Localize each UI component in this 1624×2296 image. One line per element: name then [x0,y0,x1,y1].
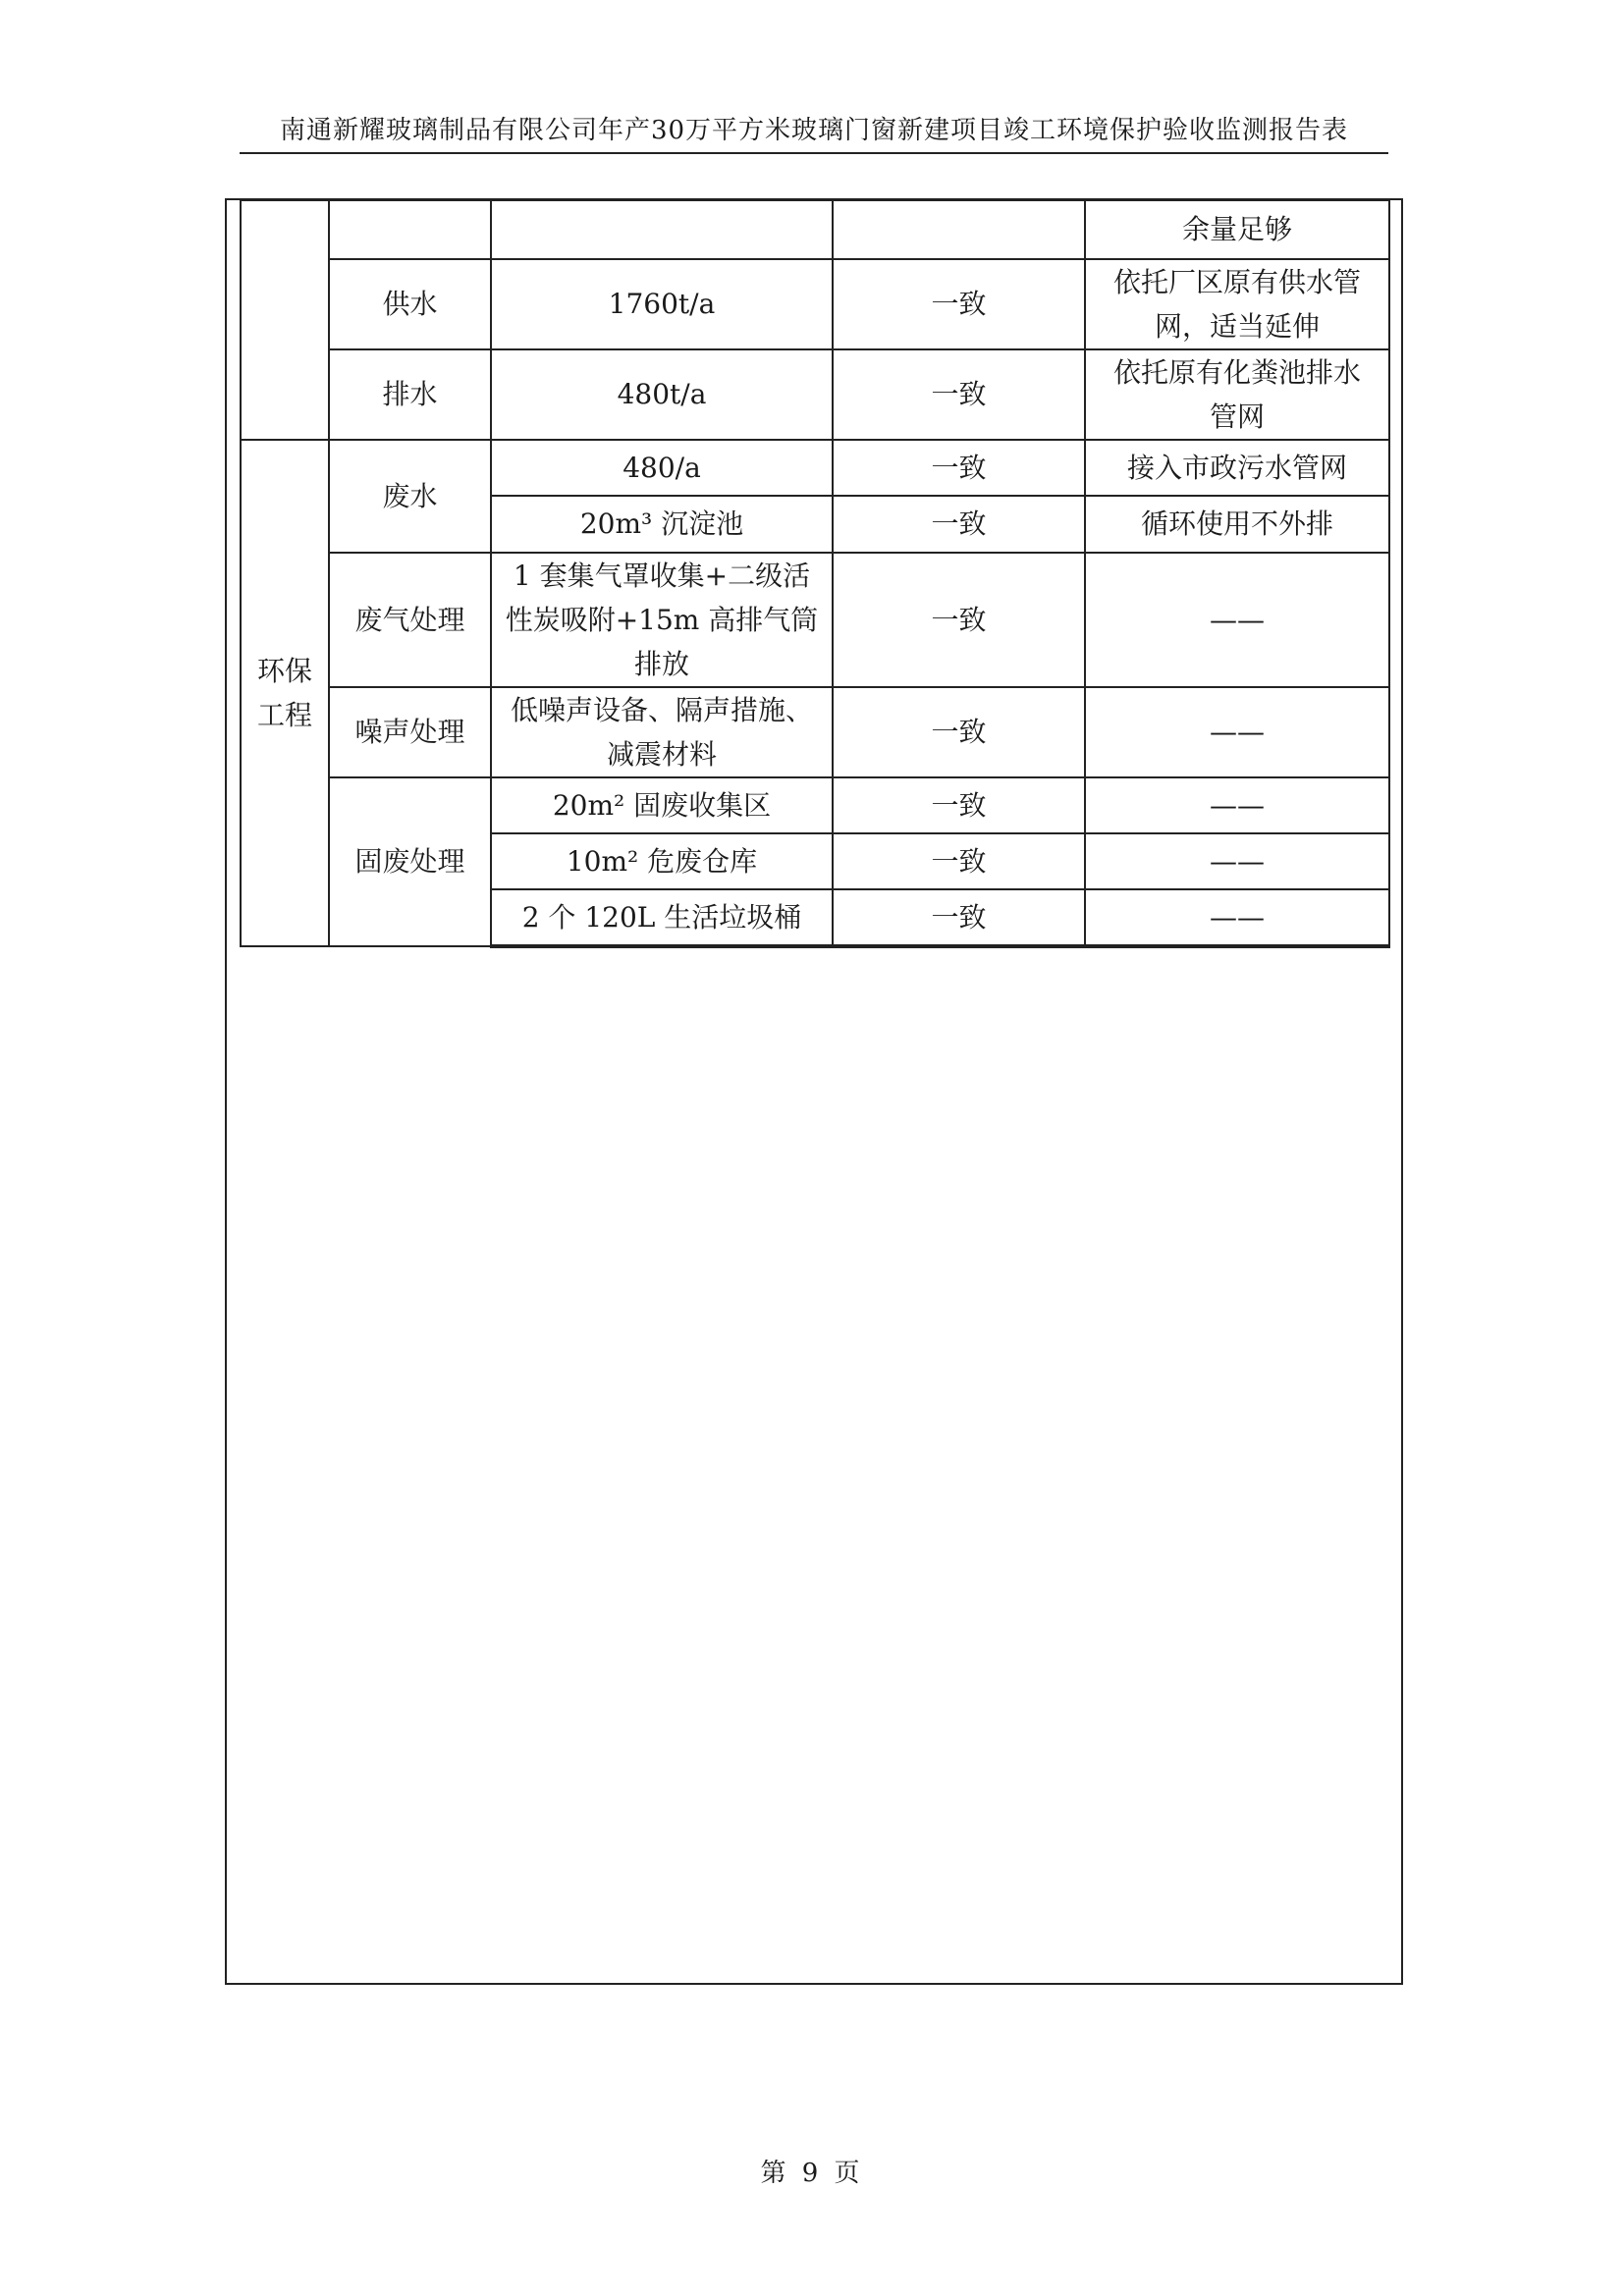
remark-cell: —— [1085,889,1389,946]
page-number: 第 9 页 [760,2159,864,2188]
category-cell-env [241,440,329,946]
status-cell: 一致 [833,496,1085,553]
item-cell: 排水 [329,349,491,440]
remark-cell: 循环使用不外排 [1085,496,1389,553]
project-comparison-table [240,198,1390,948]
table-row [241,349,1389,440]
remark-cell: —— [1085,777,1389,833]
content-line: 减震材料 [606,737,717,771]
status-cell: 一致 [833,777,1085,833]
content-cell: 1760t/a [491,259,833,349]
item-cell: 废水 [329,440,491,553]
content-cell [491,687,833,777]
remark-cell [1085,259,1389,349]
status-cell: 一致 [833,833,1085,889]
content-cell: 10m² 危废仓库 [491,833,833,889]
status-cell: 一致 [833,687,1085,777]
content-cell: 480t/a [491,349,833,440]
item-cell: 废气处理 [329,553,491,687]
content-cell: 20m² 固废收集区 [491,777,833,833]
table-row [241,777,1389,833]
table-row [241,259,1389,349]
category-line: 工程 [256,698,312,731]
status-cell: 一致 [833,553,1085,687]
remark-cell: 余量足够 [1085,200,1389,259]
header-divider [240,152,1388,154]
remark-cell: —— [1085,687,1389,777]
remark-cell: 接入市政污水管网 [1085,440,1389,496]
item-cell: 固废处理 [329,777,491,946]
content-cell: 2 个 120L 生活垃圾桶 [491,889,833,946]
item-cell [329,200,491,259]
status-cell: 一致 [833,889,1085,946]
status-cell: 一致 [833,349,1085,440]
content-cell [491,553,833,687]
report-header-title: 南通新耀玻璃制品有限公司年产30万平方米玻璃门窗新建项目竣工环境保护验收监测报告表 [279,116,1349,145]
remark-line: 依托原有化粪池排水 [1112,355,1361,389]
status-cell: 一致 [833,259,1085,349]
remark-cell: —— [1085,833,1389,889]
status-cell [833,200,1085,259]
remark-line: 管网 [1209,400,1265,433]
table-row [241,553,1389,687]
content-line: 性炭吸附+15m 高排气筒 [505,603,819,636]
content-line: 排放 [633,647,689,680]
content-cell: 20m³ 沉淀池 [491,496,833,553]
table-row [241,200,1389,259]
content-cell: 480/a [491,440,833,496]
content-cell [491,200,833,259]
remark-cell: —— [1085,553,1389,687]
item-cell: 供水 [329,259,491,349]
category-line: 环保 [256,654,312,687]
content-line: 低噪声设备、隔声措施、 [510,693,813,726]
remark-cell [1085,349,1389,440]
remark-line: 依托厂区原有供水管 [1112,265,1361,298]
item-cell: 噪声处理 [329,687,491,777]
category-cell-continued [241,200,329,440]
status-cell: 一致 [833,440,1085,496]
remark-line: 网，适当延伸 [1154,309,1320,343]
table-row [241,440,1389,496]
table-row [241,687,1389,777]
content-line: 1 套集气罩收集+二级活 [513,559,811,592]
